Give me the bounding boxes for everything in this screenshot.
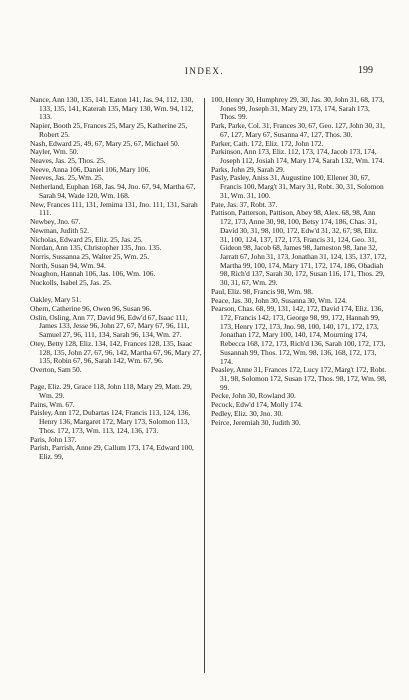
index-entry: Park, Parke, Col. 31, Frances 30, 67, Geo. 127, John 30, 31, 67, 127, Mary 67, Susanna 47, 127, Thos. 30.	[211, 121, 385, 139]
index-entry: Nash, Edward 25, 49, 67, Mary 25, 67, Michael 50.	[30, 138, 180, 148]
index-column-left	[30, 96, 202, 462]
index-entry: Neeve, Anna 106, Daniel 106, Mary 106.	[30, 164, 151, 174]
index-entry: Pecock, Edw'd 174, Molly 174.	[211, 400, 303, 410]
index-entry: Page, Eliz. 29, Grace 118, John 118, Mary 29, Matt. 29, Wm. 29.	[30, 382, 192, 400]
index-entry: Nicholas, Edward 25, Eliz. 25, Jas. 25.	[30, 234, 143, 244]
index-entry: Neeves, Jas. 25, Wm. 25.	[30, 173, 104, 183]
index-entry: Nance, Ann 130, 135, 141, Eaton 141, Jas. 94, 112, 130, 133, 135, 141, Katerah 135, Mary 130, Wm. 94, 112, 133.	[30, 95, 194, 122]
index-entry: Newman, Judith 52.	[30, 225, 89, 235]
index-entry: Norris, Sussanna 25, Walter 25, Wm. 25.	[30, 251, 150, 261]
index-entry: Otey, Betty 128, Eliz. 134, 142, Frances 128, 135, Isaac 128, 135, John 27, 67, 96, 142, Martha 67, 96, Mary 27, 135, Robin 67, 96, Sarah 142, Wm. 67, 96.	[30, 338, 202, 366]
index-entry: Paris, John 137.	[30, 434, 77, 444]
index-entry: Overton, Sam 50.	[30, 365, 82, 375]
page-number: 199	[358, 65, 373, 76]
index-entry: Paisley, Ann 172, Dubartas 124, Francis 113, 124, 136, Henry 136, Margaret 172, Mary 173, Solomon 113, Thos. 172, 173, Wm. 113, 124, 136, 173.	[30, 408, 191, 435]
index-entry: Ohern, Catherine 96, Owen 96, Susan 96.	[30, 304, 152, 314]
index-entry: Newbey, Jno. 67.	[30, 217, 81, 227]
index-entry: Pecke, John 30, Rowland 30.	[211, 391, 296, 401]
column-divider	[204, 98, 205, 673]
index-entry: Parkinson, Ann 173, Eliz. 112, 173, 174, Jacob 173, 174, Joseph 112, Josiah 174, Mary 174, Sarah 132, Wm. 174.	[211, 147, 385, 166]
page-header	[0, 66, 409, 80]
index-entry: Nordan, Ann 135, Christopher 135, Jno. 135.	[30, 243, 162, 253]
index-entry: Neaves, Jas. 25, Thos. 25.	[30, 156, 106, 166]
index-entry: Peace, Jas. 30, John 30, Susanna 30, Wm. 124.	[211, 295, 348, 305]
page-title: INDEX.	[184, 66, 225, 76]
index-entry: Pains, Wm. 67.	[30, 399, 75, 409]
index-entry: Paul, Eliz. 98, Francis 98, Wm. 98.	[211, 286, 313, 296]
index-entry: Napier, Booth 25, Frances 25, Mary 25, Katherine 25, Robert 25.	[30, 121, 188, 139]
index-entry: 100, Henry 30, Humphrey 29, 30, Jas. 30, John 31, 68, 173, Jones 99, Joseph 31, Mary 29, 173, 174, Sarah 173, Thos. 99.	[211, 95, 385, 122]
index-entry: Oslin, Osling, Ann 77, David 96, Edw'd 67, Isaac 111, James 133, Jesse 96, John 27, 67, Mary 67, 96, 111, Samuel 27, 96, 111, 134, Sarah 96, 134, Wm. 27.	[30, 312, 190, 340]
index-entry: Pedley, Eliz. 30, Jno. 30.	[211, 408, 284, 418]
index-entry: Peirce, Jeremiah 30, Judith 30.	[211, 417, 301, 427]
index-column-right	[211, 96, 387, 427]
index-entry: Oakley, Mary 51.	[30, 295, 82, 305]
index-entry: Nuckolls, Isabel 25, Jas. 25.	[30, 278, 112, 288]
index-entry: Parker, Cath. 172, Eliz. 172, John 172.	[211, 138, 324, 148]
index-entry: Peasley, Anne 31, Frances 172, Lucy 172, Marg't 172, Robt. 31, 98, Solomon 172, Susan 172, Thos. 98, 172, Wm. 98, 99.	[211, 365, 387, 392]
index-entry: Pasly, Pasley, Aniss 31, Augustine 100, Ellener 30, 67, Francis 100, Marg't 31, Mary 31, Robt. 30, 31, Solomon 31, Wm. 31, 100.	[211, 173, 384, 200]
index-entry: Noaghon, Hannah 106, Jas. 106, Wm. 106.	[30, 269, 156, 279]
index-entry: Pearson, Chas. 68, 99, 131, 142, 172, David 174, Eliz. 136, 172, Francis 142, 173, George 98, 99, 172, Hannah 99, 173, Henry 172, 173, Jno. 98, 100, 140, 171, 172, 173, Jonathan 172, Mary 100, 140, 174, Mourning 174, Rebecca 168, 172, 173, Rich'd 136, Sarah 100, 172, 173, Susannah 99, Thos. 172, Wm. 98, 136, 168, 172, 173, 174.	[211, 304, 386, 366]
index-entry: Nayler, Wm. 50.	[30, 147, 79, 157]
index-entry: North, Susan 94, Wm. 94.	[30, 260, 106, 270]
index-entry: Pate, Jas. 37, Robt. 37.	[211, 199, 278, 209]
index-entry: Netherland, Euphan 168, Jas. 94, Jno. 67, 94, Martha 67, Sarah 94, Wade 120, Wm. 168.	[30, 182, 196, 200]
index-entry: Parish, Parrish, Anne 29, Callum 173, 174, Edward 100, Eliz. 99,	[30, 443, 194, 462]
index-entry: New, Frances 111, 131, Jemima 131, Jno. 111, 131, Sarah 111.	[30, 199, 198, 218]
index-entry: Parks, John 29, Sarah 29.	[211, 164, 285, 174]
index-entry: Pattison, Patterson, Pattison, Abey 98, Alex. 68, 98, Ann 172, 173, Anne 30, 98, 100, Betsy 174, 186, Chas. 31, David 30, 31, 98, 100, 172, Edw'd 31, 32, 67, 98, Eliz. 31, 100, 124, 137, 172, 173, Francis 31, 124, Geo. 31, Gideon 98, Jacob 68, James 98, Jameston 98, Jane 32, Jarratt 67, John 31, 173, Jonathan 31, 124, 135, 137, 172, Martha 99, 100, 174, Mary 171, 172, 174, 186, Obadiah 98, Rich'd 137, Sarah 30, 172, Susan 116, 171, Thos. 29, 30, 31, 67, Wm. 29.	[211, 208, 387, 288]
